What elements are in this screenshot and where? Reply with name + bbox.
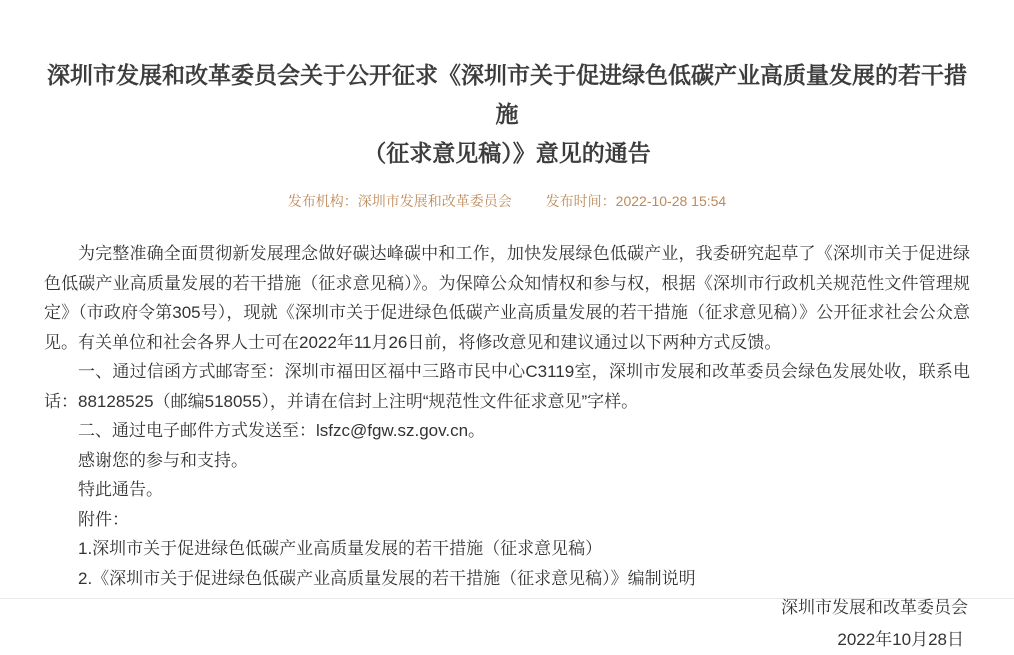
feedback-method-mail: 一、通过信函方式邮寄至：深圳市福田区福中三路市民中心C3119室，深圳市发展和改革委员会绿色发展处收，联系电话：88128525（邮编518055），并请在信封上注明“规范性文件征求意见”字样。: [44, 362, 970, 411]
title-line-1: 深圳市发展和改革委员会关于公开征求《深圳市关于促进绿色低碳产业高质量发展的若干措施: [47, 62, 967, 127]
attachment-item-1: 1.深圳市关于促进绿色低碳产业高质量发展的若干措施（征求意见稿）: [78, 539, 603, 558]
publisher-group: [288, 191, 512, 211]
signature-block: [44, 593, 970, 655]
notice-body: [44, 239, 970, 593]
publisher-name: 深圳市发展和改革委员会: [357, 193, 512, 209]
attachment-item-2: 2.《深圳市关于促进绿色低碳产业高质量发展的若干措施（征求意见稿）》编制说明: [78, 568, 696, 588]
signature-org: 深圳市发展和改革委员会: [781, 598, 968, 617]
publisher-label: 发布机构：: [287, 193, 358, 209]
page-title: [44, 56, 970, 173]
thanks-line: 感谢您的参与和支持。: [78, 450, 248, 470]
attachments-label: 附件：: [78, 509, 129, 529]
publish-meta: [44, 191, 970, 211]
feedback-method-email: 二、通过电子邮件方式发送至：lsfzc@fgw.sz.gov.cn。: [78, 421, 486, 440]
signature-date: 2022年10月28日: [837, 630, 964, 649]
publish-time-group: [546, 191, 727, 211]
publish-time: 2022-10-28 15:54: [615, 193, 727, 209]
publish-time-label: 发布时间：: [545, 193, 616, 209]
title-line-2: （征求意见稿）》意见的通告: [363, 140, 651, 166]
intro-paragraph: 为完整准确全面贯彻新发展理念做好碳达峰碳中和工作，加快发展绿色低碳产业，我委研究起草了《深圳市关于促进绿色低碳产业高质量发展的若干措施（征求意见稿）》。为保障公众知情权和参与权，根据《深圳市行政机关规范性文件管理规定》（市政府令第305号），现就《深圳市关于促进绿色低碳产业高质量发展的若干措施（征求意见稿）》公开征求社会公众意见。有关单位和社会各界人士可在2022年11月26日前，将修改意见和建议通过以下两种方式反馈。: [44, 244, 970, 352]
notice-closing: 特此通告。: [78, 480, 163, 499]
